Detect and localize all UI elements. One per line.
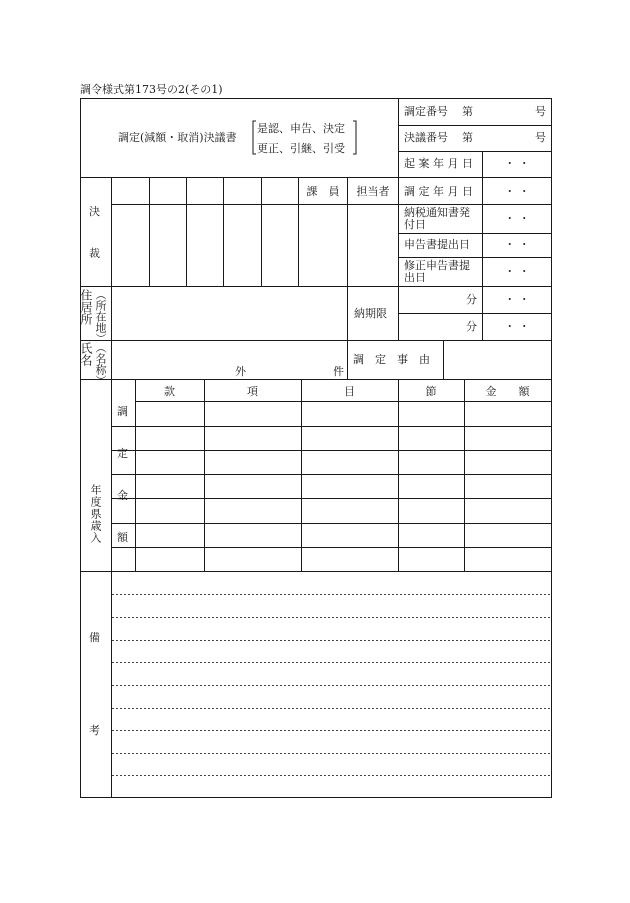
chotei-date-label: 調 定 年 月 日 — [404, 185, 473, 198]
address-label-sub-text: 所在地 — [94, 300, 107, 333]
address-label-sub: （所在地） — [94, 289, 107, 344]
nouzei-tsuchi-value: ・ ・ — [504, 212, 530, 225]
ketsugi-bango-dai: 第 — [462, 131, 473, 144]
chotei-kingaku-char-3: 金 — [117, 489, 128, 502]
col-kingaku: 金 額 — [485, 385, 530, 398]
chotei-bango-label: 調定番号 — [404, 105, 448, 118]
ken-label: 件 — [333, 365, 344, 378]
nendo-kensainyu-label: 年度県歳入 — [89, 484, 102, 544]
chotei-bango-go: 号 — [535, 105, 546, 118]
chotei-bango-dai: 第 — [462, 105, 473, 118]
noukigen-label: 納期限 — [354, 307, 387, 320]
label-ketsu: 決 — [89, 205, 100, 218]
chotei-kingaku-char-2: 定 — [117, 447, 128, 460]
tantosha-header: 担当者 — [356, 185, 390, 198]
gai-label: 外 — [235, 365, 246, 378]
name-label-sub: （名称） — [94, 342, 107, 386]
nouzei-tsuchi-label: 納税通知書発付日 — [404, 206, 470, 231]
kian-date-value: ・ ・ — [504, 157, 530, 170]
col-kou: 項 — [247, 385, 258, 398]
ketsugi-bango-go: 号 — [535, 131, 546, 144]
chotei-kingaku-char-1: 調 — [117, 405, 128, 418]
chotei-jiyu-label: 調 定 事 由 — [353, 353, 430, 366]
col-kan: 款 — [164, 385, 175, 398]
address-label-main: 住居所 — [79, 289, 93, 325]
remarks-label-top: 備 — [89, 631, 100, 644]
form-title: 調定(減額・取消)決議書 — [118, 131, 237, 144]
shusei-shinkoku-value: ・ ・ — [504, 265, 530, 278]
form-id: 調令様式第173号の2(その1) — [80, 83, 223, 96]
name-label-main: 氏名 — [79, 342, 93, 366]
kian-date-label: 起 案 年 月 日 — [404, 157, 473, 170]
shinkoku-teishutsu-label: 申告書提出日 — [404, 238, 470, 251]
noukigen-date-1: ・ ・ — [504, 293, 530, 306]
name-label-sub-text: 名称 — [94, 353, 107, 375]
fun-1: 分 — [466, 293, 477, 306]
chotei-kingaku-char-4: 額 — [117, 531, 128, 544]
remarks-label-bottom: 考 — [89, 724, 100, 737]
label-sai: 裁 — [89, 247, 100, 260]
fun-2: 分 — [466, 320, 477, 333]
ketsugi-bango-label: 決議番号 — [404, 131, 448, 144]
shusei-shinkoku-label: 修正申告書提出日 — [404, 259, 470, 284]
col-setsu: 節 — [425, 385, 437, 398]
chotei-date-value: ・ ・ — [504, 185, 530, 198]
col-moku: 目 — [344, 385, 355, 398]
choice-line-2: 更正、引継、引受 — [257, 142, 345, 155]
kain-header: 課 員 — [306, 185, 340, 198]
noukigen-date-2: ・ ・ — [504, 320, 530, 333]
shinkoku-teishutsu-value: ・ ・ — [504, 238, 530, 251]
choice-line-1: 是認、申告、決定 — [257, 122, 345, 135]
